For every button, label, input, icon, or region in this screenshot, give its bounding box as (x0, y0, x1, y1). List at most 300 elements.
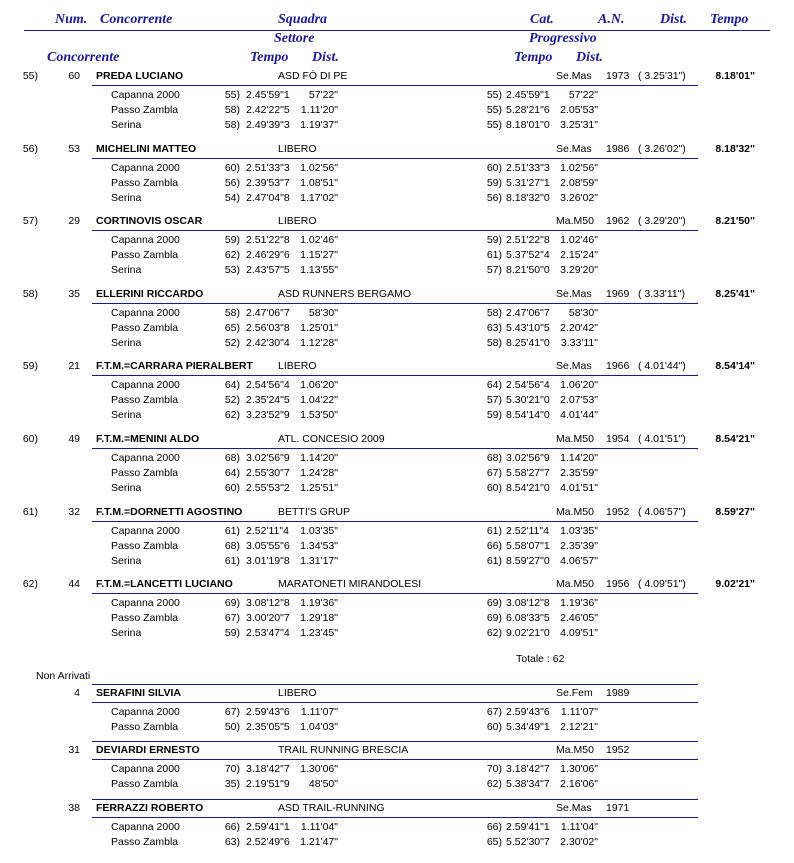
split-sector-pos: 61) (224, 524, 240, 537)
finisher-divider (92, 448, 698, 449)
split-sector-dist: 1.03'35" (300, 524, 338, 537)
finisher-position: 60) (22, 433, 38, 445)
split-sector-pos: 64) (224, 467, 240, 479)
split-sector-time: 2.55'53"2 (246, 482, 290, 494)
split-progressive-pos: 61) (486, 249, 502, 262)
header-dist-settore: Dist. (312, 50, 339, 65)
finisher-position: 61) (22, 505, 38, 518)
split-sector-dist: 1.31'17" (300, 554, 338, 567)
split-sector-name: Serina (111, 191, 142, 204)
finisher-name: PREDA LUCIANO (96, 70, 184, 82)
finisher-bib-number: 35 (68, 287, 80, 300)
split-progressive-dist: 3.29'20" (560, 264, 598, 277)
split-progressive-pos: 66) (486, 821, 502, 833)
split-progressive-time: 8.18'32"0 (506, 191, 550, 204)
split-sector-dist: 1.24'28" (300, 467, 338, 479)
finisher-total-time: 8.21'50" (715, 215, 755, 228)
finisher-bib-number: 60 (68, 70, 80, 82)
split-progressive-dist: 58'30" (568, 306, 598, 319)
finisher-total-time: 8.54'14" (715, 360, 755, 373)
split-sector-name: Capanna 2000 (111, 89, 180, 101)
finisher-birth-year: 1986 (606, 142, 630, 155)
split-sector-name: Capanna 2000 (111, 597, 180, 610)
split-progressive-time: 5.37'52"4 (506, 249, 550, 262)
finisher-gap: ( 4.09'51") (638, 578, 686, 591)
split-progressive-dist: 1.30'06" (560, 763, 598, 775)
split-sector-dist: 1.11'07" (300, 706, 338, 718)
split-sector-pos: 70) (224, 763, 240, 775)
split-progressive-time: 8.21'50"0 (506, 264, 550, 277)
split-sector-dist: 1.23'45" (300, 627, 338, 640)
split-progressive-pos: 60) (486, 161, 502, 174)
split-sector-dist: 58'30" (308, 306, 338, 319)
split-sector-pos: 50) (224, 721, 240, 733)
split-sector-dist: 1.29'18" (300, 612, 338, 625)
split-sector-pos: 52) (224, 336, 240, 349)
finisher-category: Ma.M50 (556, 215, 594, 228)
finisher-divider (92, 521, 698, 522)
split-progressive-pos: 57) (486, 264, 502, 277)
split-sector-pos: 68) (224, 539, 240, 552)
header-dist: Dist. (660, 12, 687, 27)
split-progressive-dist: 3.33'11" (560, 336, 598, 349)
split-progressive-time: 3.02'56"9 (506, 452, 550, 464)
finisher-bib-number: 29 (68, 215, 80, 228)
split-progressive-pos: 65) (486, 836, 502, 848)
split-sector-name: Capanna 2000 (111, 379, 180, 392)
split-progressive-dist: 2.08'59" (560, 176, 598, 189)
finisher-bib-number: 21 (68, 360, 80, 373)
header-tempo-settore: Tempo (250, 50, 289, 65)
finisher-gap: ( 3.26'02") (638, 142, 686, 155)
finisher-birth-year: 1969 (606, 287, 630, 300)
split-progressive-pos: 55) (486, 104, 502, 116)
non-finisher-birth-year: 1971 (606, 802, 630, 814)
split-sector-name: Serina (111, 264, 142, 277)
non-finisher-category: Se.Mas (556, 802, 592, 814)
split-sector-dist: 1.34'53" (300, 539, 338, 552)
split-sector-pos: 58) (224, 119, 240, 131)
split-sector-name: Serina (111, 409, 142, 422)
finisher-gap: ( 4.06'57") (638, 505, 686, 518)
split-sector-time: 2.45'59"1 (246, 89, 290, 101)
split-sector-time: 2.54'56"4 (246, 379, 290, 392)
split-sector-pos: 64) (224, 379, 240, 392)
non-finisher-divider (92, 817, 698, 818)
split-sector-pos: 35) (224, 778, 240, 790)
split-progressive-pos: 61) (486, 524, 502, 537)
finisher-divider (92, 593, 698, 594)
split-progressive-pos: 58) (486, 306, 502, 319)
split-sector-time: 2.35'24"5 (246, 394, 290, 407)
finisher-position: 58) (22, 287, 38, 300)
split-sector-pos: 60) (224, 161, 240, 174)
header-concorrente-2: Concorrente (47, 50, 120, 65)
split-sector-time: 2.53'47"4 (246, 627, 290, 640)
finisher-position: 56) (22, 142, 38, 155)
totale-label: Totale : 62 (516, 653, 565, 665)
finisher-team: LIBERO (278, 215, 317, 228)
header-tempo-progressivo: Tempo (514, 50, 553, 65)
finisher-team: ASD RUNNERS BERGAMO (278, 287, 412, 300)
header-divider (24, 30, 770, 31)
non-arrivati-heading: Non Arrivati (36, 670, 91, 682)
split-progressive-pos: 58) (486, 336, 502, 349)
split-sector-pos: 61) (224, 554, 240, 567)
split-sector-time: 2.49'39"3 (246, 119, 290, 131)
finisher-team: LIBERO (278, 360, 317, 373)
split-sector-time: 3.18'42"7 (246, 763, 290, 775)
split-sector-name: Passo Zambla (111, 612, 179, 625)
finisher-name: CORTINOVIS OSCAR (96, 215, 203, 228)
split-sector-time: 2.35'05"5 (246, 721, 290, 733)
split-sector-time: 2.56'03"8 (246, 321, 290, 334)
split-sector-dist: 1.53'50" (300, 409, 338, 422)
finisher-total-time: 8.54'21" (715, 433, 755, 445)
split-sector-pos: 66) (224, 821, 240, 833)
finisher-category: Ma.M50 (556, 433, 594, 445)
split-sector-dist: 1.12'28" (300, 336, 338, 349)
header-squadra: Squadra (278, 12, 328, 27)
finisher-team: LIBERO (278, 142, 317, 155)
split-sector-dist: 1.04'03" (300, 721, 338, 733)
split-progressive-time: 8.54'21"0 (506, 482, 550, 494)
split-sector-name: Passo Zambla (111, 836, 179, 848)
split-progressive-pos: 62) (486, 778, 502, 790)
header-an: A.N. (598, 12, 625, 27)
split-progressive-time: 5.58'27"7 (506, 467, 550, 479)
split-sector-time: 2.51'33"3 (246, 161, 290, 174)
finisher-total-time: 9.02'21" (715, 578, 755, 591)
split-sector-time: 3.01'19"8 (246, 554, 290, 567)
split-sector-name: Capanna 2000 (111, 821, 180, 833)
finisher-birth-year: 1952 (606, 505, 630, 518)
split-progressive-pos: 66) (486, 539, 502, 552)
split-sector-dist: 1.13'55" (300, 264, 338, 277)
non-finisher-category: Ma.M50 (556, 744, 594, 756)
header-settore: Settore (274, 31, 315, 46)
split-progressive-dist: 4.09'51" (560, 627, 598, 640)
split-sector-dist: 1.14'20" (300, 452, 338, 464)
split-sector-name: Capanna 2000 (111, 763, 180, 775)
split-progressive-dist: 4.06'57" (560, 554, 598, 567)
split-sector-time: 2.52'11"4 (246, 524, 289, 537)
split-progressive-dist: 2.35'39" (560, 539, 598, 552)
split-progressive-time: 8.59'27"0 (506, 554, 550, 567)
split-sector-pos: 58) (224, 306, 240, 319)
split-sector-name: Passo Zambla (111, 249, 179, 262)
finisher-bib-number: 53 (68, 142, 80, 155)
split-sector-time: 2.42'22"5 (246, 104, 290, 116)
split-progressive-pos: 69) (486, 612, 502, 625)
finisher-team: ATL. CONCESIO 2009 (278, 433, 385, 445)
split-progressive-dist: 1.11'04" (560, 821, 598, 833)
finisher-position: 57) (22, 215, 38, 228)
finisher-category: Ma.M50 (556, 578, 594, 591)
split-sector-dist: 57'22" (308, 89, 338, 101)
non-finisher-divider (92, 702, 698, 703)
split-sector-dist: 1.21'47" (300, 836, 338, 848)
split-sector-pos: 59) (224, 234, 240, 247)
split-progressive-dist: 2.15'24" (560, 249, 598, 262)
split-sector-name: Capanna 2000 (111, 524, 180, 537)
split-sector-pos: 62) (224, 249, 240, 262)
split-progressive-time: 2.45'59"1 (506, 89, 550, 101)
split-progressive-pos: 55) (486, 119, 502, 131)
split-progressive-dist: 1.02'56" (560, 161, 598, 174)
split-sector-name: Passo Zambla (111, 721, 179, 733)
split-progressive-time: 2.47'06"7 (506, 306, 550, 319)
split-sector-name: Passo Zambla (111, 467, 179, 479)
split-progressive-dist: 2.07'53" (560, 394, 598, 407)
non-finisher-top-divider (92, 684, 698, 685)
split-progressive-pos: 57) (486, 394, 502, 407)
split-sector-time: 2.42'30"4 (246, 336, 290, 349)
split-sector-dist: 1.02'46" (300, 234, 338, 247)
split-sector-dist: 1.04'22" (300, 394, 338, 407)
split-sector-time: 3.08'12"8 (246, 597, 290, 610)
split-progressive-time: 5.30'21"0 (506, 394, 550, 407)
split-sector-time: 3.00'20"7 (246, 612, 290, 625)
split-progressive-time: 5.43'10"5 (506, 321, 550, 334)
non-finisher-name: FERRAZZI ROBERTO (96, 802, 204, 814)
finisher-position: 55) (22, 70, 38, 82)
split-sector-dist: 1.25'01" (300, 321, 338, 334)
header-cat: Cat. (530, 12, 554, 27)
split-progressive-time: 2.51'33"3 (506, 161, 550, 174)
split-progressive-time: 3.18'42"7 (506, 763, 550, 775)
split-progressive-pos: 62) (486, 627, 502, 640)
split-progressive-time: 9.02'21"0 (506, 627, 550, 640)
split-sector-pos: 58) (224, 104, 240, 116)
split-progressive-dist: 1.02'46" (560, 234, 598, 247)
split-sector-name: Passo Zambla (111, 539, 179, 552)
header-progressivo: Progressivo (529, 31, 597, 46)
split-progressive-pos: 68) (486, 452, 502, 464)
split-sector-pos: 60) (224, 482, 240, 494)
split-sector-dist: 1.11'20" (300, 104, 338, 116)
split-progressive-time: 2.54'56"4 (506, 379, 550, 392)
split-sector-time: 3.05'55"6 (246, 539, 290, 552)
split-sector-pos: 59) (224, 627, 240, 640)
split-progressive-time: 2.52'11"4 (506, 524, 549, 537)
split-sector-name: Serina (111, 627, 142, 640)
non-finisher-name: DEVIARDI ERNESTO (96, 744, 200, 756)
non-finisher-team: ASD TRAIL-RUNNING (278, 802, 385, 814)
finisher-name: F.T.M.=MENINI ALDO (96, 433, 200, 445)
split-sector-time: 2.52'49"6 (246, 836, 290, 848)
split-progressive-dist: 2.46'05" (560, 612, 598, 625)
split-progressive-pos: 67) (486, 706, 502, 718)
split-progressive-dist: 1.11'07" (560, 706, 598, 718)
split-progressive-time: 2.51'22"8 (506, 234, 550, 247)
non-finisher-team: LIBERO (278, 687, 317, 699)
split-sector-dist: 1.11'04" (300, 821, 338, 833)
finisher-category: Se.Mas (556, 142, 592, 155)
split-progressive-time: 2.59'41"1 (506, 821, 550, 833)
finisher-name: ELLERINI RICCARDO (96, 287, 204, 300)
split-sector-pos: 54) (224, 191, 240, 204)
split-sector-name: Serina (111, 554, 142, 567)
split-progressive-dist: 4.01'44" (560, 409, 598, 422)
split-progressive-dist: 2.16'06" (560, 778, 598, 790)
split-progressive-pos: 69) (486, 597, 502, 610)
finisher-name: F.T.M.=LANCETTI LUCIANO (96, 578, 233, 591)
split-sector-name: Passo Zambla (111, 104, 179, 116)
finisher-position: 62) (22, 578, 38, 591)
finisher-divider (92, 85, 698, 86)
split-progressive-pos: 60) (486, 721, 502, 733)
finisher-bib-number: 49 (68, 433, 80, 445)
non-finisher-bib-number: 38 (68, 802, 80, 814)
split-sector-pos: 67) (224, 706, 240, 718)
split-sector-time: 2.46'29"6 (246, 249, 290, 262)
finisher-birth-year: 1954 (606, 433, 630, 445)
finisher-team: ASD FÒ DI PE (278, 70, 348, 82)
split-progressive-pos: 60) (486, 482, 502, 494)
split-progressive-pos: 59) (486, 176, 502, 189)
finisher-total-time: 8.25'41" (715, 287, 755, 300)
split-sector-name: Capanna 2000 (111, 452, 180, 464)
split-progressive-dist: 1.06'20" (560, 379, 598, 392)
split-progressive-time: 5.58'07"1 (506, 539, 550, 552)
non-finisher-top-divider (92, 741, 698, 742)
split-progressive-time: 5.52'30"7 (506, 836, 550, 848)
split-sector-time: 2.43'57"5 (246, 264, 290, 277)
split-sector-time: 2.19'51"9 (246, 778, 290, 790)
finisher-name: F.T.M.=CARRARA PIERALBERT (96, 360, 253, 373)
split-sector-name: Passo Zambla (111, 176, 179, 189)
finisher-total-time: 8.18'32" (715, 142, 755, 155)
split-progressive-pos: 59) (486, 234, 502, 247)
split-progressive-time: 8.54'14"0 (506, 409, 550, 422)
finisher-category: Se.Mas (556, 360, 592, 373)
split-sector-name: Serina (111, 482, 142, 494)
finisher-birth-year: 1956 (606, 578, 630, 591)
finisher-gap: ( 4.01'51") (638, 433, 686, 445)
non-finisher-bib-number: 31 (68, 744, 80, 756)
finisher-birth-year: 1966 (606, 360, 630, 373)
split-sector-pos: 67) (224, 612, 240, 625)
split-sector-name: Serina (111, 119, 142, 131)
split-sector-dist: 1.17'02" (300, 191, 338, 204)
split-sector-dist: 48'50" (308, 778, 338, 790)
non-finisher-name: SERAFINI SILVIA (96, 687, 181, 699)
non-finisher-team: TRAIL RUNNING BRESCIA (278, 744, 409, 756)
split-sector-time: 2.51'22"8 (246, 234, 290, 247)
split-sector-pos: 53) (224, 264, 240, 277)
non-finisher-birth-year: 1952 (606, 744, 630, 756)
finisher-bib-number: 32 (68, 505, 80, 518)
split-progressive-pos: 67) (486, 467, 502, 479)
split-progressive-dist: 2.20'42" (560, 321, 598, 334)
header-dist-progressivo: Dist. (576, 50, 603, 65)
split-sector-dist: 1.06'20" (300, 379, 338, 392)
split-sector-name: Capanna 2000 (111, 306, 180, 319)
split-sector-dist: 1.19'36" (300, 597, 338, 610)
split-progressive-time: 8.18'01"0 (506, 119, 550, 131)
split-progressive-time: 5.31'27"1 (506, 176, 550, 189)
split-progressive-pos: 70) (486, 763, 502, 775)
split-sector-time: 2.47'04"8 (246, 191, 290, 204)
split-sector-name: Capanna 2000 (111, 161, 180, 174)
split-sector-name: Capanna 2000 (111, 706, 180, 718)
split-sector-pos: 55) (224, 89, 240, 101)
split-progressive-dist: 1.14'20" (560, 452, 598, 464)
split-sector-dist: 1.25'51" (300, 482, 338, 494)
split-sector-time: 2.59'41"1 (246, 821, 290, 833)
split-sector-dist: 1.02'56" (300, 161, 338, 174)
split-sector-time: 2.55'30"7 (246, 467, 290, 479)
split-progressive-time: 3.08'12"8 (506, 597, 550, 610)
finisher-category: Se.Mas (556, 70, 592, 82)
split-progressive-dist: 2.12'21" (560, 721, 598, 733)
split-sector-dist: 1.15'27" (300, 249, 338, 262)
split-progressive-dist: 3.25'31" (560, 119, 598, 131)
finisher-birth-year: 1962 (606, 215, 630, 228)
split-progressive-dist: 4.01'51" (560, 482, 598, 494)
split-progressive-dist: 2.30'02" (560, 836, 598, 848)
split-sector-time: 3.02'56"9 (246, 452, 290, 464)
split-progressive-time: 6.08'33"5 (506, 612, 550, 625)
non-finisher-birth-year: 1989 (606, 687, 630, 699)
split-progressive-dist: 57'22" (568, 89, 598, 101)
split-sector-pos: 62) (224, 409, 240, 422)
non-finisher-bib-number: 4 (74, 687, 80, 699)
finisher-divider (92, 375, 698, 376)
split-progressive-pos: 63) (486, 321, 502, 334)
header-tempo: Tempo (710, 12, 749, 27)
finisher-gap: ( 3.25'31") (638, 70, 686, 82)
split-sector-dist: 1.30'06" (300, 763, 338, 775)
split-progressive-dist: 1.03'35" (560, 524, 598, 537)
finisher-divider (92, 158, 698, 159)
header-num: Num. (55, 12, 88, 27)
split-sector-name: Passo Zambla (111, 394, 179, 407)
split-progressive-time: 2.59'43"6 (506, 706, 550, 718)
finisher-divider (92, 303, 698, 304)
split-sector-pos: 52) (224, 394, 240, 407)
split-progressive-dist: 1.19'36" (560, 597, 598, 610)
split-sector-pos: 69) (224, 597, 240, 610)
split-progressive-time: 5.38'34"7 (506, 778, 550, 790)
finisher-category: Se.Mas (556, 287, 592, 300)
split-sector-name: Passo Zambla (111, 778, 179, 790)
finisher-team: BETTI'S GRUP (278, 505, 351, 518)
split-progressive-dist: 2.05'53" (560, 104, 598, 116)
split-sector-time: 2.59'43"6 (246, 706, 290, 718)
header-concorrente: Concorrente (100, 12, 173, 27)
split-sector-pos: 65) (224, 321, 240, 334)
finisher-gap: ( 3.29'20") (638, 215, 686, 228)
finisher-name: MICHELINI MATTEO (96, 142, 197, 155)
finisher-total-time: 8.18'01" (715, 70, 755, 82)
non-finisher-category: Se.Fem (556, 687, 593, 699)
finisher-bib-number: 44 (68, 578, 80, 591)
split-sector-name: Passo Zambla (111, 321, 179, 334)
split-sector-dist: 1.08'51" (300, 176, 338, 189)
finisher-team: MARATONETI MIRANDOLESI (278, 578, 422, 591)
split-sector-dist: 1.19'37" (300, 119, 338, 131)
split-sector-pos: 68) (224, 452, 240, 464)
split-progressive-time: 5.34'49"1 (506, 721, 550, 733)
split-progressive-pos: 56) (486, 191, 502, 204)
split-progressive-pos: 61) (486, 554, 502, 567)
split-sector-time: 2.47'06"7 (246, 306, 290, 319)
split-progressive-time: 8.25'41"0 (506, 336, 550, 349)
finisher-birth-year: 1973 (606, 70, 630, 82)
split-sector-name: Capanna 2000 (111, 234, 180, 247)
